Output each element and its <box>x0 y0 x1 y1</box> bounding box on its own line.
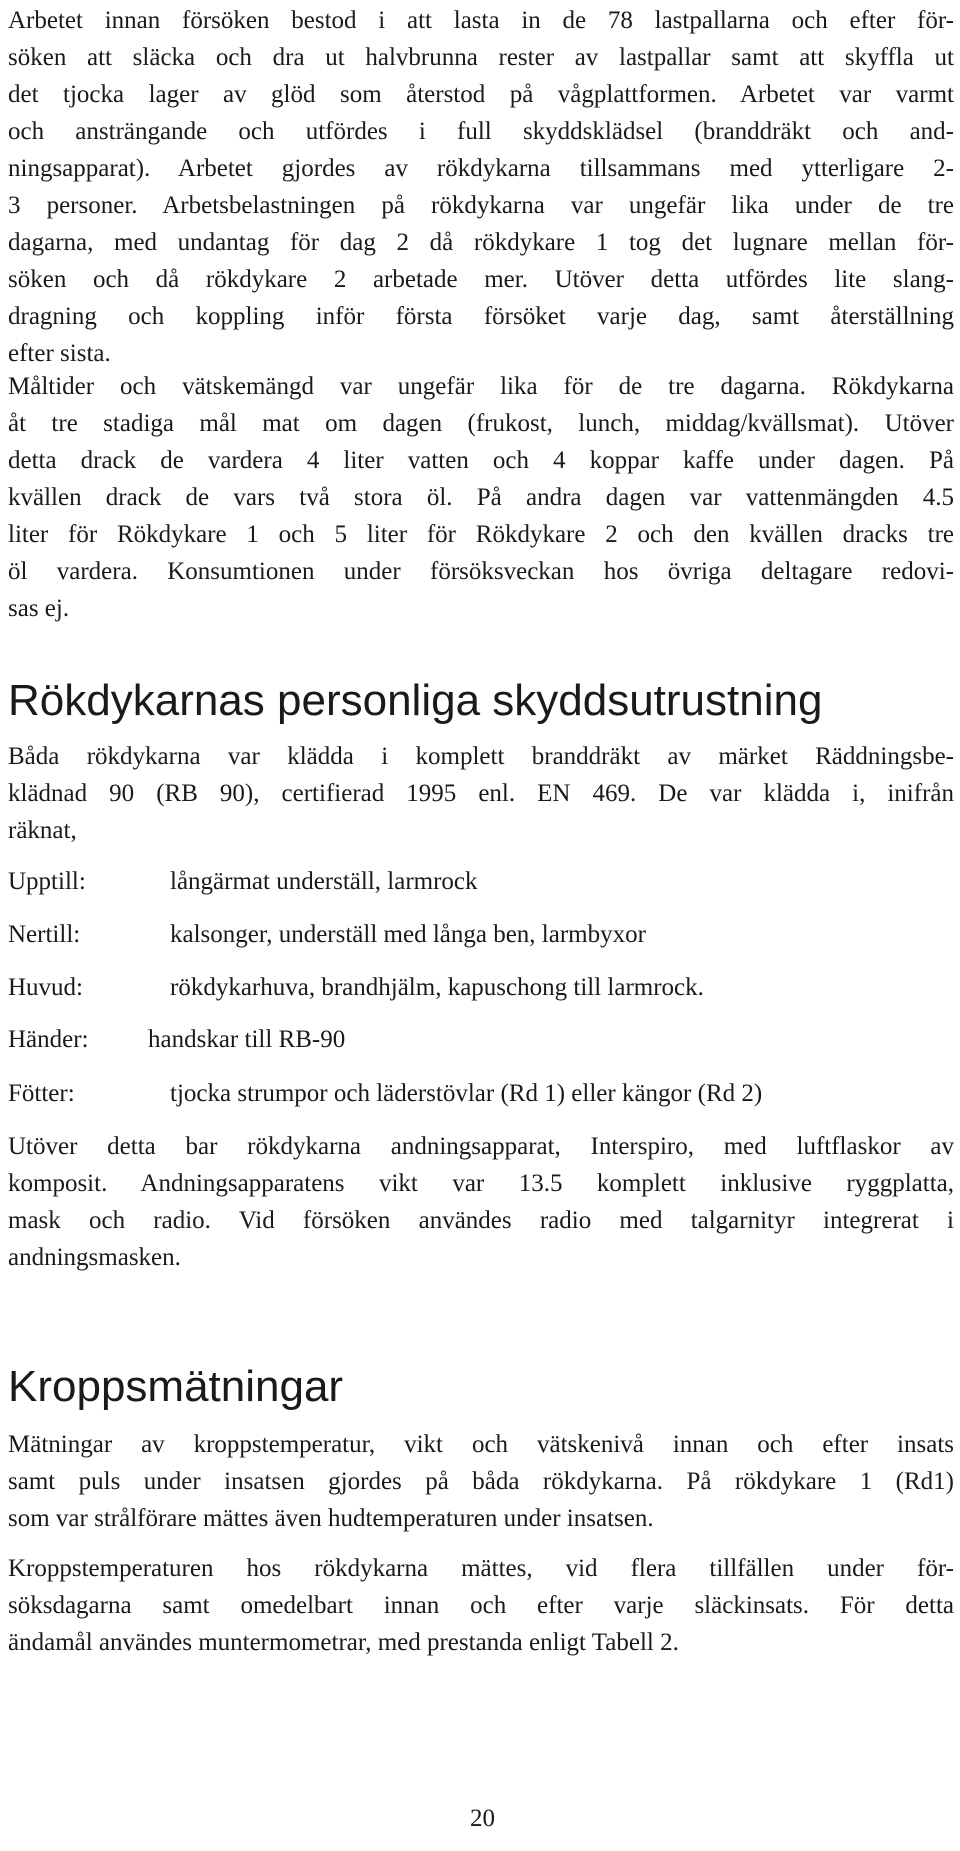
text-line: dragning och koppling inför första försöket varje dag, samt återställning <box>8 303 954 330</box>
text-line: sas ej. <box>8 595 70 622</box>
text-line: Kroppstemperaturen hos rökdykarna mättes, vid flera tillfällen under för- <box>8 1555 954 1582</box>
text-line: Utöver detta bar rökdykarna andningsapparat, Interspiro, med luftflaskor av <box>8 1133 954 1160</box>
text-line: Båda rökdykarna var klädda i komplett branddräkt av märket Räddningsbe- <box>8 743 954 770</box>
text-line: andningsmasken. <box>8 1244 181 1271</box>
text-line: efter sista. <box>8 340 111 367</box>
page-number: 20 <box>470 1805 495 1832</box>
text-line: komposit. Andningsapparatens vikt var 13.5 komplett inklusive ryggplatta, <box>8 1170 954 1197</box>
clothing-description: handskar till RB-90 <box>148 1026 346 1053</box>
clothing-term: Fötter: <box>8 1080 75 1107</box>
clothing-item-head <box>8 974 954 1014</box>
text-line: Måltider och vätskemängd var ungefär lika för de tre dagarna. Rökdykarna <box>8 373 954 400</box>
clothing-item-feet <box>8 1080 954 1120</box>
clothing-description: kalsonger, underställ med långa ben, larmbyxor <box>170 921 646 948</box>
text-line: räknat, <box>8 817 77 844</box>
text-line: åt tre stadiga mål mat om dagen (frukost, lunch, middag/kvällsmat). Utöver <box>8 410 954 437</box>
paragraph-body-temperature <box>8 1550 954 1661</box>
text-line: som var strålförare mättes även hudtemperaturen under insatsen. <box>8 1505 654 1532</box>
clothing-term: Huvud: <box>8 974 83 1001</box>
text-line: liter för Rökdykare 1 och 5 liter för Rökdykare 2 och den kvällen dracks tre <box>8 521 954 548</box>
text-line: detta drack de vardera 4 liter vatten och 4 koppar kaffe under dagen. På <box>8 447 954 474</box>
section-heading-measurements: Kroppsmätningar <box>8 1362 344 1411</box>
text-line: klädnad 90 (RB 90), certifierad 1995 enl. EN 469. De var klädda i, inifrån <box>8 780 954 807</box>
clothing-term: Upptill: <box>8 868 86 895</box>
text-line: kvällen drack de vars två stora öl. På andra dagen var vattenmängden 4.5 <box>8 484 954 511</box>
clothing-term: Händer: <box>8 1026 89 1053</box>
text-line: dagarna, med undantag för dag 2 då rökdykare 1 tog det lugnare mellan för- <box>8 229 954 256</box>
text-line: 3 personer. Arbetsbelastningen på rökdykarna var ungefär lika under de tre <box>8 192 954 219</box>
text-line: och ansträngande och utfördes i full skyddsklädsel (branddräkt och and- <box>8 118 954 145</box>
paragraph-meals <box>8 368 954 627</box>
text-line: Mätningar av kroppstemperatur, vikt och vätskenivå innan och efter insats <box>8 1431 954 1458</box>
text-line: öl vardera. Konsumtionen under försöksveckan hos övriga deltagare redovi- <box>8 558 954 585</box>
paragraph-breathing-apparatus <box>8 1128 954 1276</box>
text-line: mask och radio. Vid försöken användes radio med talgarnityr integrerat i <box>8 1207 954 1234</box>
text-line: samt puls under insatsen gjordes på båda rökdykarna. På rökdykare 1 (Rd1) <box>8 1468 954 1495</box>
clothing-description: tjocka strumpor och läderstövlar (Rd 1) eller kängor (Rd 2) <box>170 1080 763 1107</box>
paragraph-work-description <box>8 2 954 372</box>
clothing-description: långärmat underställ, larmrock <box>170 868 478 895</box>
clothing-item-hands <box>8 1026 954 1066</box>
clothing-description: rökdykarhuva, brandhjälm, kapuschong till larmrock. <box>170 974 704 1001</box>
paragraph-equipment-intro <box>8 738 954 849</box>
paragraph-measurements <box>8 1426 954 1537</box>
section-heading-equipment: Rökdykarnas personliga skyddsutrustning <box>8 676 823 725</box>
text-line: ändamål användes muntermometrar, med prestanda enligt Tabell 2. <box>8 1629 679 1656</box>
clothing-item-lower-body <box>8 921 954 961</box>
text-line: Arbetet innan försöken bestod i att lasta in de 78 lastpallarna och efter för- <box>8 7 954 34</box>
text-line: söksdagarna samt omedelbart innan och efter varje släckinsats. För detta <box>8 1592 954 1619</box>
text-line: söken och då rökdykare 2 arbetade mer. Utöver detta utfördes lite slang- <box>8 266 954 293</box>
clothing-term: Nertill: <box>8 921 81 948</box>
clothing-item-upper-body <box>8 868 954 908</box>
text-line: det tjocka lager av glöd som återstod på vågplattformen. Arbetet var varmt <box>8 81 954 108</box>
text-line: ningsapparat). Arbetet gjordes av rökdykarna tillsammans med ytterligare 2- <box>8 155 954 182</box>
text-line: söken att släcka och dra ut halvbrunna rester av lastpallar samt att skyffla ut <box>8 44 954 71</box>
